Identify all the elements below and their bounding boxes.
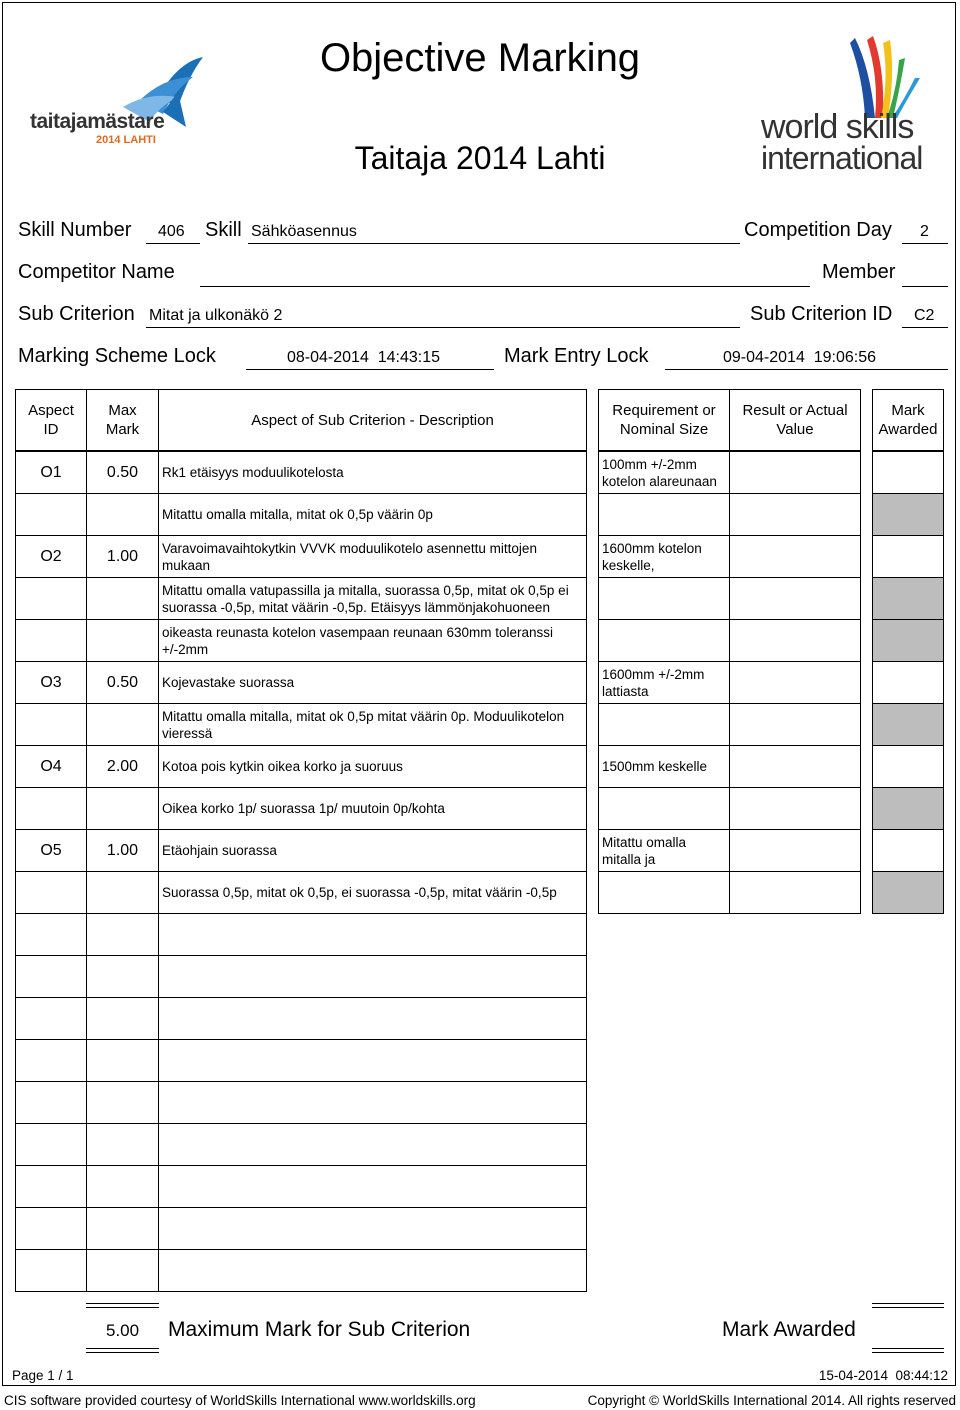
header-requirement: Requirement or Nominal Size (598, 389, 730, 451)
result-cell[interactable] (729, 535, 861, 578)
total-awarded-label: Mark Awarded (722, 1318, 856, 1341)
requirement-text: 1600mm kotelon keskelle, (602, 540, 702, 573)
description-cell (158, 997, 587, 1040)
description-text: Suorassa 0,5p, mitat ok 0,5p, ei suorassa -0,5p, mitat väärin -0,5p (162, 885, 557, 900)
max-mark-text: 1.00 (106, 547, 139, 565)
description-cell (158, 787, 587, 830)
description-text: Kotoa pois kytkin oikea korko ja suoruus (162, 759, 403, 774)
max-mark-cell (86, 577, 159, 620)
aspect-id-cell (15, 997, 87, 1040)
requirement-cell (598, 829, 730, 872)
aspect-id-cell (15, 1081, 87, 1124)
description-cell (158, 1039, 587, 1082)
header-mark-awarded: Mark Awarded (872, 389, 944, 451)
requirement-text: Mitattu omalla mitalla ja (602, 834, 687, 867)
max-mark-cell (86, 871, 159, 914)
description-cell (158, 493, 587, 536)
sub-criterion-id-label: Sub Criterion ID (750, 303, 893, 325)
mark-awarded-cell (872, 619, 944, 662)
requirement-cell (598, 787, 730, 830)
mark-awarded-cell[interactable] (872, 451, 944, 494)
max-mark-cell (86, 493, 159, 536)
requirement-text: 1500mm keskelle (602, 759, 708, 774)
mark-awarded-cell (872, 493, 944, 536)
description-text: Varavoimavaihtokytkin VVVK moduulikotelo asennettu mittojen mukaan (162, 540, 537, 573)
max-mark-cell (86, 661, 159, 704)
max-mark-cell (86, 703, 159, 746)
aspect-id-cell (15, 493, 87, 536)
requirement-cell (598, 703, 730, 746)
total-max-label: Maximum Mark for Sub Criterion (168, 1318, 471, 1341)
requirement-text: 1600mm +/-2mm lattiasta (602, 666, 705, 699)
description-text: Mitattu omalla vatupassilla ja mitalla, suorassa 0,5p, mitat ok 0,5p ei suorassa -0,5p, mitat väärin -0,5p. Etäisyys lämmönjakohuoneen (162, 582, 569, 615)
aspect-id-cell (15, 829, 87, 872)
description-cell (158, 955, 587, 998)
requirement-cell (598, 535, 730, 578)
result-cell[interactable] (729, 451, 861, 494)
max-mark-text: 1.00 (106, 841, 139, 859)
header-aspect-id: Aspect ID (15, 389, 87, 451)
mark-awarded-cell (872, 871, 944, 914)
mark-awarded-cell (872, 577, 944, 620)
skill-number-value: 406 (158, 223, 185, 240)
member-label: Member (822, 261, 896, 283)
mark-awarded-cell[interactable] (872, 661, 944, 704)
skill-line (248, 243, 740, 244)
aspect-id-cell (15, 535, 87, 578)
skill-value: Sähköasennus (251, 223, 357, 240)
aspect-id-text: O3 (40, 673, 62, 691)
max-mark-text: 0.50 (106, 673, 139, 691)
copyright-text: Copyright © WorldSkills International 2014. All rights reserved (587, 1393, 956, 1408)
aspect-id-cell (15, 451, 87, 494)
requirement-text: 100mm +/-2mm kotelon alareunaan (602, 456, 717, 489)
courtesy-text: CIS software provided courtesy of WorldSkills International www.worldskills.org (4, 1393, 476, 1408)
description-cell (158, 913, 587, 956)
max-mark-cell (86, 1081, 159, 1124)
description-text: Mitattu omalla mitalla, mitat ok 0,5p väärin 0p (162, 507, 433, 522)
worldskills-logo-line2: international (761, 140, 923, 176)
description-cell (158, 1207, 587, 1250)
total-awarded-rule-top (872, 1303, 944, 1308)
description-cell (158, 619, 587, 662)
aspect-id-cell (15, 1207, 87, 1250)
max-mark-cell (86, 1039, 159, 1082)
description-text: Mitattu omalla mitalla, mitat ok 0,5p mitat väärin 0p. Moduulikotelon vieressä (162, 708, 565, 741)
max-mark-cell (86, 535, 159, 578)
aspect-id-cell (15, 871, 87, 914)
header-result: Result or Actual Value (729, 389, 861, 451)
description-cell (158, 535, 587, 578)
aspect-id-cell (15, 745, 87, 788)
sub-criterion-id-line (902, 327, 948, 328)
mark-awarded-cell[interactable] (872, 829, 944, 872)
description-cell (158, 745, 587, 788)
result-cell[interactable] (729, 703, 861, 746)
description-text: Oikea korko 1p/ suorassa 1p/ muutoin 0p/kohta (162, 801, 445, 816)
page-number: Page 1 / 1 (12, 1368, 74, 1383)
mark-awarded-cell[interactable] (872, 745, 944, 788)
max-mark-cell (86, 955, 159, 998)
total-awarded-rule-bottom (872, 1348, 944, 1353)
marking-scheme-lock-label: Marking Scheme Lock (18, 345, 216, 367)
description-cell (158, 703, 587, 746)
aspect-id-text: O4 (40, 757, 62, 775)
result-cell[interactable] (729, 577, 861, 620)
description-cell (158, 1249, 587, 1292)
description-cell (158, 577, 587, 620)
skill-number-line (146, 243, 200, 244)
max-mark-cell (86, 1165, 159, 1208)
result-cell[interactable] (729, 745, 861, 788)
description-cell (158, 661, 587, 704)
max-mark-cell (86, 1249, 159, 1292)
marking-scheme-lock-line (246, 369, 494, 370)
aspect-id-text: O2 (40, 547, 62, 565)
description-text: Rk1 etäisyys moduulikotelosta (162, 465, 344, 480)
sub-criterion-line (146, 327, 740, 328)
header-max-mark: Max Mark (86, 389, 159, 451)
total-max-rule-top (86, 1303, 159, 1308)
aspect-id-cell (15, 1249, 87, 1292)
sub-criterion-label: Sub Criterion (18, 303, 135, 325)
requirement-cell (598, 619, 730, 662)
aspect-id-cell (15, 703, 87, 746)
max-mark-cell (86, 619, 159, 662)
taitaja-logo-year: 2014 LAHTI (96, 134, 156, 146)
max-mark-cell (86, 829, 159, 872)
header-description: Aspect of Sub Criterion - Description (158, 389, 587, 451)
aspect-id-cell (15, 661, 87, 704)
max-mark-cell (86, 451, 159, 494)
print-timestamp: 15-04-2014 08:44:12 (818, 1368, 948, 1383)
max-mark-cell (86, 787, 159, 830)
page-title: Objective Marking (319, 36, 641, 80)
description-text: Kojevastake suorassa (162, 675, 295, 690)
mark-awarded-cell (872, 787, 944, 830)
aspect-id-text: O1 (40, 463, 62, 481)
marking-scheme-lock-value: 08-04-2014 14:43:15 (287, 349, 441, 366)
description-cell (158, 451, 587, 494)
max-mark-text: 2.00 (106, 757, 139, 775)
aspect-id-cell (15, 913, 87, 956)
mark-awarded-cell[interactable] (872, 535, 944, 578)
mark-entry-lock-value: 09-04-2014 19:06:56 (723, 349, 877, 366)
max-mark-cell (86, 1207, 159, 1250)
aspect-id-cell (15, 619, 87, 662)
max-mark-cell (86, 913, 159, 956)
total-max-value: 5.00 (106, 1321, 140, 1340)
requirement-cell (598, 493, 730, 536)
description-cell (158, 1081, 587, 1124)
aspect-id-cell (15, 955, 87, 998)
max-mark-text: 0.50 (106, 463, 139, 481)
description-cell (158, 829, 587, 872)
mark-entry-lock-line (665, 369, 948, 370)
max-mark-cell (86, 745, 159, 788)
aspect-id-cell (15, 787, 87, 830)
description-text: Etäohjain suorassa (162, 843, 277, 858)
requirement-cell (598, 451, 730, 494)
result-cell[interactable] (729, 619, 861, 662)
mark-entry-lock-label: Mark Entry Lock (504, 345, 649, 367)
member-line (902, 286, 948, 287)
competition-day-label: Competition Day (744, 219, 892, 241)
aspect-id-cell (15, 1123, 87, 1166)
requirement-cell (598, 661, 730, 704)
competitor-name-label: Competitor Name (18, 261, 175, 283)
description-cell (158, 1165, 587, 1208)
taitaja-logo-name: taitajamästare (30, 110, 165, 133)
description-cell (158, 871, 587, 914)
result-cell[interactable] (729, 493, 861, 536)
total-max-rule-bottom (86, 1348, 159, 1353)
aspect-id-text: O5 (40, 841, 62, 859)
result-cell[interactable] (729, 787, 861, 830)
requirement-cell (598, 745, 730, 788)
page-subtitle: Taitaja 2014 Lahti (354, 140, 606, 176)
sub-criterion-id-value: C2 (914, 307, 935, 324)
aspect-id-cell (15, 1039, 87, 1082)
max-mark-cell (86, 1123, 159, 1166)
sub-criterion-value: Mitat ja ulkonäkö 2 (149, 307, 283, 324)
aspect-id-cell (15, 1165, 87, 1208)
result-cell[interactable] (729, 871, 861, 914)
skill-number-label: Skill Number (18, 219, 132, 241)
worldskills-logo-line1: world skills (761, 108, 914, 146)
requirement-cell (598, 577, 730, 620)
result-cell[interactable] (729, 661, 861, 704)
description-cell (158, 1123, 587, 1166)
skill-label: Skill (205, 219, 242, 241)
result-cell[interactable] (729, 829, 861, 872)
description-text: oikeasta reunasta kotelon vasempaan reunaan 630mm toleranssi +/-2mm (162, 624, 553, 657)
requirement-cell (598, 871, 730, 914)
competitor-name-line (200, 286, 810, 287)
competition-day-value: 2 (920, 223, 929, 240)
max-mark-cell (86, 997, 159, 1040)
mark-awarded-cell (872, 703, 944, 746)
aspect-id-cell (15, 577, 87, 620)
competition-day-line (902, 243, 948, 244)
